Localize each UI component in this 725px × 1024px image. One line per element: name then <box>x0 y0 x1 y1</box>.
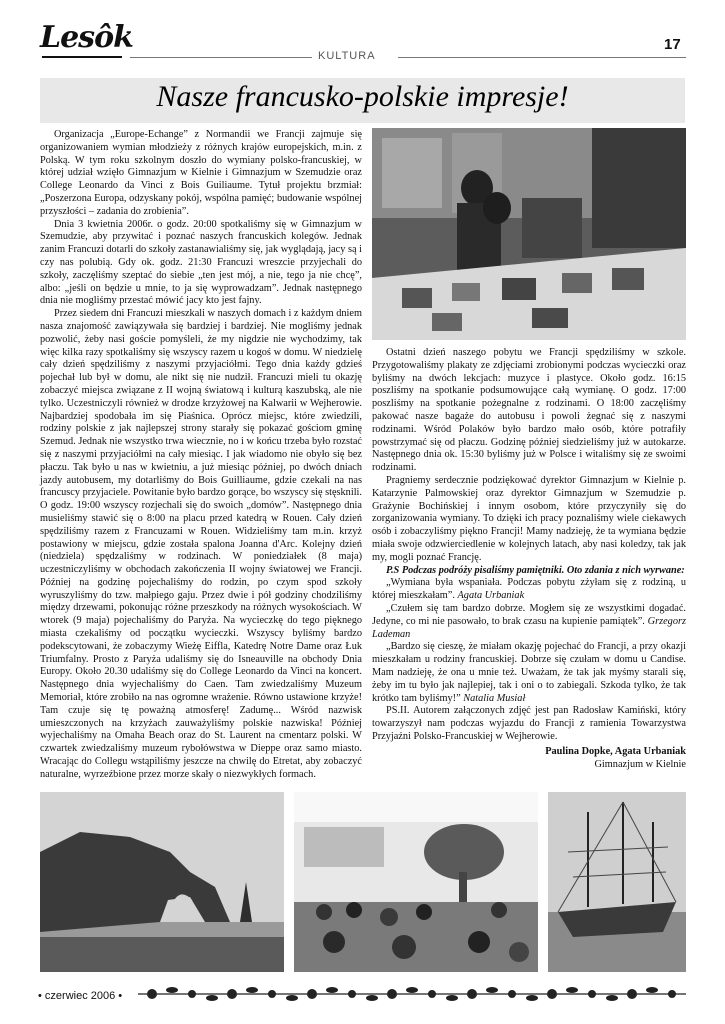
paragraph: Przez siedem dni Francuzi mieszkali w naszych domach i z każdym dniem nasza znajomość zawiązywała się bardziej i bardziej. Nie mogliśmy jednak pozwolić, żeby nasi goście pomyśleli, że my nigdzie nie wychodzimy, tak więc kilka razy spotkaliśmy się wszyscy razem u kogoś w domu. W niedzielę cały dzień spędziliśmy z naszymi przyjaciółmi. Tego dnia każdy gdzieś pojechał lub był w domu, ale nikt się nie nudził. Francuzi mieli tu okazję zobaczyć miejsca związane z II wojną światową i kulturą kaszubską, ale nie tylko. Uczestniczyli również w drodze krzyżowej na Kalwarii w Wejherowie. Najbardziej spodobała im się Piaśnica. Oprócz miejsc, które zwiedzili, rodziny polskie z jak najlepszej strony starały się pokazać gościom gminę Szemud. Jednak nie wszystko trwa wiecznie, no i w końcu trzeba było rozstać się z naszymi przyjaciółmi na cały miesiąc. I jak wiadomo nie obyło się bez płaczu. Tak było u nas w kwietniu, a już miesiąc później, po dwóch dniach jazdy autobusem, my dotarliśmy do Bois Guilliaume, gdzie czekali na nas francuscy przyjaciele. Powitanie było bardzo gorące, bo wszyscy się stęsknili. O godz. 19:00 wszyscy rozjechali się do swoich „domów”. Następnego dnia musieliśmy stawić się o 8:00 na placu przed katedrą w Rouen. Cały dzień spędziliśmy razem z Francuzami w Rouen. Widzieliśmy tam m.in. krzyż postawiony w miejscu, gdzie została spalona Joanna d'Arc. Kolejny dzień (niedziela) spędzaliśmy w rodzinach. W poniedziałek (8 maja) uczestniczyliśmy w obchodach zakończenia II wojny światowej we Francji. Później na godzinę pojechaliśmy do rodzin, po czym spod szkoły wyruszyliśmy do tzw. małpiego gaju. Przez dwie i pół godziny chodziliśmy między drzewami, pokonując różne przeszkody na różnych wysokościach. W wtorek (9 maja) pojechaliśmy do Paryża. Na wycieczkę do tego pięknego miasta czekaliśmy od początku wycieczki. Wszyscy byliśmy bardzo podekscytowani, że zobaczymy Wieżę Eiffla, Katedrę Notre Dame oraz Łuk Triumfalny. Prosto z Paryża udaliśmy się do Isneauville na obchody Dnia Europy. Około 20.30 udaliśmy się do College Leonardo da Vinci na koncert. Następnego dnia wyjechaliśmy do Caen. Tam zwiedzaliśmy Muzeum Memoriał, które zrobiło na nas ogromne wrażenie. Równo ustawione krzyże! Tam czuje się tę poważną atmosferę! Zadumę... Wśród nazwisk umieszczonych na krzyżach zauważyliśmy polskie nazwiska! Później wyjechaliśmy na Omaha Beach oraz do St. Laurent na cmentarz polski. W czwartek zwiedzaliśmy muzeum rybołówstwa w Dieppe oraz samo miasto. Wracając do Collegu wstąpiliśmy jeszcze na chwilę do Etretat, aby zobaczyć naturalne, wyrzeźbione przez morze skały o niezwykłych formach. <box>40 308 362 780</box>
photo-ship-model <box>548 792 686 972</box>
article-column-1 <box>40 129 362 782</box>
page-number: 17 <box>664 36 681 53</box>
logo: Lesôk <box>40 20 133 55</box>
authors: Paulina Dopke, Agata Urbaniak <box>545 745 686 757</box>
quote: „Bardzo się cieszę, że miałam okazję pojechać do Francji, a przy okazji mieszkałam u rodziny francuskiej. Dobrze się czułam w domu u Candise. Mam nadzieję, że ona u mnie też. Uważam, że tak jak myśmy starali się, żeby im tu było jak najlepiej, tak i oni o to zabiegali. Szkoda tylko, że tak krótko tam byliśmy!” Natalia Musiał <box>372 641 686 704</box>
signature-block <box>372 746 686 772</box>
paragraph: PS.II. Autorem załączonych zdjęć jest pan Radosław Kamiński, który towarzyszył nam podczas wyjazdu do Francji z ramienia Towarzystwa Przyjaźni Polsko-Francuskiej w Wejherowie. <box>372 705 686 742</box>
photo-classroom <box>372 128 686 340</box>
article-title: Nasze francusko-polskie impresje! <box>156 80 569 113</box>
paragraph: Ostatni dzień naszego pobytu we Francji spędziliśmy w szkole. Przygotowaliśmy plakaty ze zdjęciami zrobionymi podczas wycieczki oraz byliśmy na dwóch lekcjach: muzyce i plastyce. Około godz. 16:15 poszliśmy na spotkanie podsumowujące całą wymianę. O godz. 17:00 poszliśmy na spotkanie pożegnalne z rodzinami. O 18:00 zaczęliśmy pakować nasze bagaże do autobusu i powoli żegnać się z naszymi rodzinami. Wśród Polaków było bardzo mało osób, które potrafiły powstrzymać się od płaczu. Godzinę później siedzieliśmy już w autokarze. Następnego dnia ok. 15:30 byliśmy już w Polsce i witaliśmy się ze swoimi rodzinami. <box>372 347 686 474</box>
quote-author: Agata Urbaniak <box>457 590 525 602</box>
paragraph: Organizacja „Europe-Echange” z Normandii we Francji zajmuje się organizowaniem wymian młodzieży z różnych krajów europejskich, m.in. z Polską. W tym roku szkolnym doszło do wymiany polsko-francuskiej, w której udział wzięło Gimnazjum w Kielnie i Gimnazjum w Szemudzie oraz College Leonardo da Vinci z Bois Guiliaume. Tytuł projektu brzmiał: „Poszerzona Europa, odzyskany pokój, wspólna pamięć; budowanie wspólnej przyszłości – zadania do zrobienia”. <box>40 129 362 217</box>
paragraph: Dnia 3 kwietnia 2006r. o godz. 20:00 spotkaliśmy się w Gimnazjum w Szemudzie, aby przywitać i poznać naszych francuskich kolegów. Jednak zanim Francuzi dotarli do szkoły zastanawialiśmy się, jak wyglądają, jacy są i czy nas polubią. Gdy ok. godz. 21:30 Francuzi wreszcie przyjechali do szkoły, zaczęliśmy szeptać do siebie „ten jest mój, a nie, tego ja nie chcę”, albo: „jeśli on będzie u mnie, to ja się wyprowadzam”. Jednak następnego dnia nie mogliśmy przestać mówić jacy kto jest fajny. <box>40 218 362 307</box>
quote: „Czułem się tam bardzo dobrze. Mogłem się ze wszystkimi dogadać. Jedyne, co mi nie pasowało, to brak czasu na kupienie pamiątek”. Grzegorz Lademan <box>372 602 686 640</box>
floral-ornament <box>138 984 686 1004</box>
photo-hall-crowd <box>294 792 538 972</box>
quote-author: Grzegorz Lademan <box>372 615 686 640</box>
photo-etretat-cliffs <box>40 792 284 972</box>
section-label: KULTURA <box>318 50 376 62</box>
quote-author: Natalia Musiał <box>463 692 526 704</box>
section-rule-left <box>130 57 312 58</box>
quote: „Wymiana była wspaniała. Podczas pobytu zżyłam się z rodziną, u której mieszkałam”. Agata Urbaniak <box>372 577 686 602</box>
footer-date: • czerwiec 2006 • <box>38 990 123 1002</box>
school: Gimnazjum w Kielnie <box>594 758 686 770</box>
logo-underline <box>42 56 122 58</box>
section-rule-right <box>398 57 686 58</box>
paragraph: Pragniemy serdecznie podziękować dyrektor Gimnazjum w Kielnie p. Katarzynie Palmowskiej oraz dyrektor Gimnazjum w Szemudzie p. Grażynie Bochińskiej i innym osobom, które przyczyniły się do zorganizowania wymiany. To dzięki ich pracy poznaliśmy wiele ciekawych osób i zobaczyliśmy piękno Francji! Mamy nadzieję, że ta wymiana będzie miała swoje odzwierciedlenie w kolejnych latach, aby nasi koledzy, tak jak my, mogli poznać Francję. <box>372 474 686 563</box>
article-column-2 <box>372 347 686 771</box>
ps-heading: P.S Podczas podróży pisaliśmy pamiętniki. Oto zdania z nich wyrwane: <box>386 564 685 576</box>
